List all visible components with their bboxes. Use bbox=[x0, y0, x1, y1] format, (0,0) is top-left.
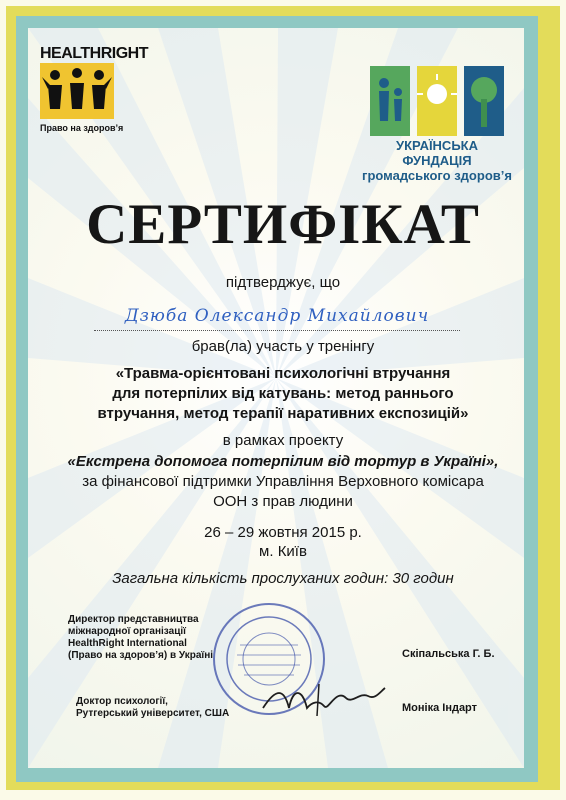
certificate-title: СЕРТИФІКАТ bbox=[86, 193, 480, 256]
confirms-text: підтверджує, що bbox=[225, 274, 341, 291]
training-title-line-2: для потерпілих від катувань: метод раннього bbox=[112, 385, 454, 402]
recipient-underline bbox=[94, 330, 460, 332]
people-icon bbox=[40, 63, 114, 119]
participation-text: брав(ла) участь у тренінгу bbox=[191, 338, 375, 355]
healthright-logo bbox=[40, 45, 148, 165]
healthright-wordmark: HEALTHRIGHT bbox=[40, 45, 148, 62]
hours-text: Загальна кількість прослуханих годин: 30 годин bbox=[112, 570, 454, 587]
healthright-caption: Право на здоров’я bbox=[40, 123, 124, 133]
psychologist-name: Моніка Індарт bbox=[402, 702, 478, 714]
ukrainian-public-health-foundation-logo bbox=[362, 66, 512, 183]
director-name: Скіпальська Г. Б. bbox=[402, 648, 495, 660]
training-title-line-1: «Травма-орієнтовані психологічні втручання bbox=[115, 365, 451, 382]
within-project-text: в рамках проекту bbox=[222, 432, 344, 449]
handwritten-signature-icon bbox=[258, 680, 388, 720]
support-line-2: ООН з прав людини bbox=[213, 493, 353, 510]
director-title: Директор представництва міжнародної організації HealthRight International (Право на здоров’я) в Україні bbox=[68, 614, 214, 661]
project-title: «Екстрена допомога потерпілим від тортур в Україні», bbox=[67, 453, 499, 470]
recipient-name: Дзюба Олександр Михайлович bbox=[124, 306, 430, 326]
support-line-1: за фінансової підтримки Управління Верховного комісара bbox=[82, 473, 484, 490]
dates-text: 26 – 29 жовтня 2015 р. bbox=[204, 524, 362, 541]
sun-icon bbox=[417, 66, 457, 136]
tree-icon bbox=[464, 66, 504, 136]
city-text: м. Київ bbox=[259, 543, 307, 560]
training-title-line-3: втручання, метод терапії наративних експозицій» bbox=[97, 405, 469, 422]
family-icon bbox=[370, 66, 410, 136]
foundation-name: УКРАЇНСЬКА ФУНДАЦІЯ громадського здоров’я bbox=[362, 138, 512, 183]
psychologist-title: Доктор психології, Рутгерський університет, США bbox=[76, 696, 230, 719]
